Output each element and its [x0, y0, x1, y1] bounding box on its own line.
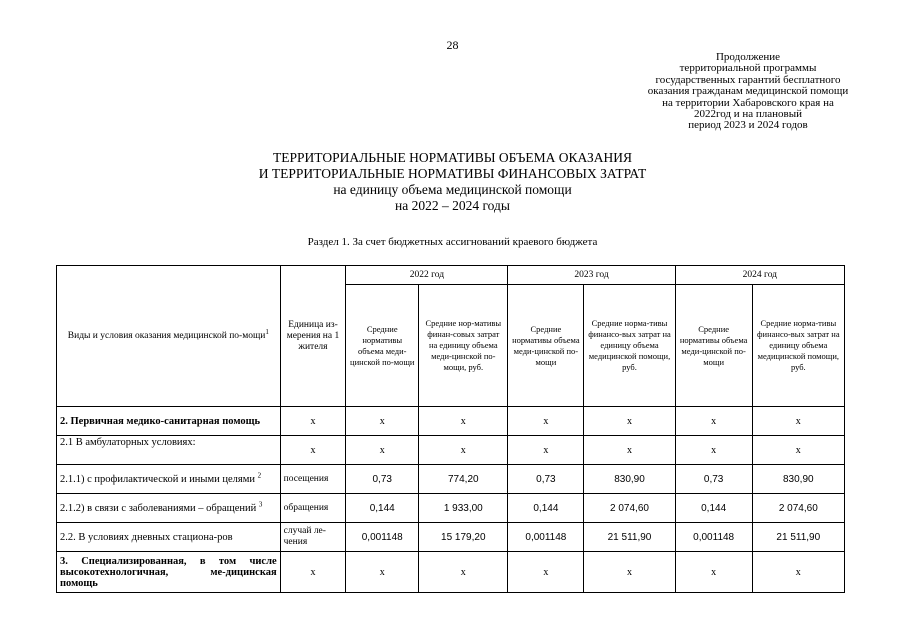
cell-2024-volume: 0,73	[675, 465, 752, 494]
row-label: 2.1.1) с профилактической и иными целями $^2$	[57, 465, 281, 494]
cell-2024-cost: х	[752, 407, 844, 436]
row-label: 3. Специализированная, в том числе высокотехнологичная, ме-дицинская помощь	[57, 552, 281, 593]
page-number: 28	[446, 38, 459, 52]
cell-2023-cost: 2 074,60	[584, 494, 675, 523]
row-label: 2.1 В амбулаторных условиях:	[57, 436, 281, 465]
row-unit: случай ле-чения	[280, 523, 346, 552]
document-title	[0, 150, 905, 214]
cell-2024-cost: 21 511,90	[752, 523, 844, 552]
cell-2023-cost: х	[584, 552, 675, 593]
norms-table	[56, 265, 845, 593]
table-row	[57, 552, 845, 593]
continuation-line: 2022год и на плановый	[693, 108, 803, 121]
cell-2024-cost: 2 074,60	[752, 494, 844, 523]
table-row	[57, 465, 845, 494]
cell-2024-cost: х	[752, 552, 844, 593]
cell-2024-volume: 0,144	[675, 494, 752, 523]
continuation-line: оказания гражданам медицинской помощи	[647, 85, 849, 98]
cell-2023-volume: 0,001148	[508, 523, 584, 552]
header-year-2023: 2023 год	[508, 266, 675, 285]
cell-2023-cost: 830,90	[584, 465, 675, 494]
cell-2022-volume: 0,73	[346, 465, 419, 494]
cell-2022-volume: 0,001148	[346, 523, 419, 552]
cell-2022-cost: х	[419, 436, 508, 465]
cell-2022-volume: х	[346, 436, 419, 465]
table-row	[57, 407, 845, 436]
table-row	[57, 436, 845, 465]
row-unit: х	[280, 436, 346, 465]
header-2023-volume: Средние нормативы объема меди-цинской по-мощи	[508, 285, 584, 407]
cell-2024-volume: х	[675, 436, 752, 465]
cell-2023-cost: х	[584, 436, 675, 465]
header-year-2022: 2022 год	[346, 266, 508, 285]
title-line: на единицу объема медицинской помощи	[333, 182, 572, 197]
row-unit: х	[280, 407, 346, 436]
continuation-line: на территории Хабаровского края на	[662, 96, 834, 109]
continuation-line: период 2023 и 2024 годов	[688, 119, 808, 132]
cell-2023-volume: х	[508, 552, 584, 593]
row-label: 2.1.2) в связи с заболеваниями – обращений $^3$	[57, 494, 281, 523]
header-unit: Единица из-мерения на 1 жителя	[280, 266, 346, 407]
cell-2022-cost: х	[419, 552, 508, 593]
cell-2022-cost: 774,20	[419, 465, 508, 494]
header-2023-cost: Средние норма-тивы финансо-вых затрат на единицу объема медицинской помощи, руб.	[584, 285, 675, 407]
cell-2024-cost: 830,90	[752, 465, 844, 494]
cell-2023-cost: 21 511,90	[584, 523, 675, 552]
title-line: И ТЕРРИТОРИАЛЬНЫЕ НОРМАТИВЫ ФИНАНСОВЫХ ЗАТРАТ	[258, 166, 647, 181]
cell-2023-volume: 0,73	[508, 465, 584, 494]
header-2022-volume: Средние нормативы объема меди-цинской по-мощи	[346, 285, 419, 407]
title-line: ТЕРРИТОРИАЛЬНЫЕ НОРМАТИВЫ ОБЪЕМА ОКАЗАНИЯ	[273, 150, 632, 165]
continuation-line: территориальной программы	[679, 62, 817, 75]
title-line: на 2022 – 2024 годы	[395, 198, 510, 213]
header-2024-volume: Средние нормативы объема меди-цинской по-мощи	[675, 285, 752, 407]
continuation-note	[598, 52, 898, 132]
row-label: 2. Первичная медико-санитарная помощь	[57, 407, 281, 436]
row-label: 2.2. В условиях дневных стациона-ров	[57, 523, 281, 552]
header-kind-of-care: Виды и условия оказания медицинской по-мощи$^1$	[57, 266, 281, 407]
header-2024-cost: Средние норма-тивы финансо-вых затрат на единицу объема медицинской помощи, руб.	[752, 285, 844, 407]
cell-2023-volume: 0,144	[508, 494, 584, 523]
table-row	[57, 523, 845, 552]
header-year-2024: 2024 год	[675, 266, 844, 285]
cell-2024-volume: 0,001148	[675, 523, 752, 552]
section-heading: Раздел 1. За счет бюджетных ассигнований краевого бюджета	[307, 236, 598, 248]
row-unit: обращения	[280, 494, 346, 523]
cell-2022-volume: х	[346, 552, 419, 593]
cell-2024-cost: х	[752, 436, 844, 465]
row-unit: посещения	[280, 465, 346, 494]
cell-2022-volume: 0,144	[346, 494, 419, 523]
cell-2022-cost: х	[419, 407, 508, 436]
cell-2022-cost: 1 933,00	[419, 494, 508, 523]
table-row	[57, 494, 845, 523]
cell-2022-cost: 15 179,20	[419, 523, 508, 552]
cell-2024-volume: х	[675, 407, 752, 436]
row-unit: х	[280, 552, 346, 593]
continuation-line: Продолжение	[715, 51, 781, 63]
cell-2023-cost: х	[584, 407, 675, 436]
header-2022-cost: Средние нор-мативы финан-совых затрат на единицу объема меди-цинской по-мощи, руб.	[419, 285, 508, 407]
cell-2024-volume: х	[675, 552, 752, 593]
cell-2022-volume: х	[346, 407, 419, 436]
continuation-line: государственных гарантий бесплатного	[655, 73, 841, 86]
cell-2023-volume: х	[508, 436, 584, 465]
cell-2023-volume: х	[508, 407, 584, 436]
